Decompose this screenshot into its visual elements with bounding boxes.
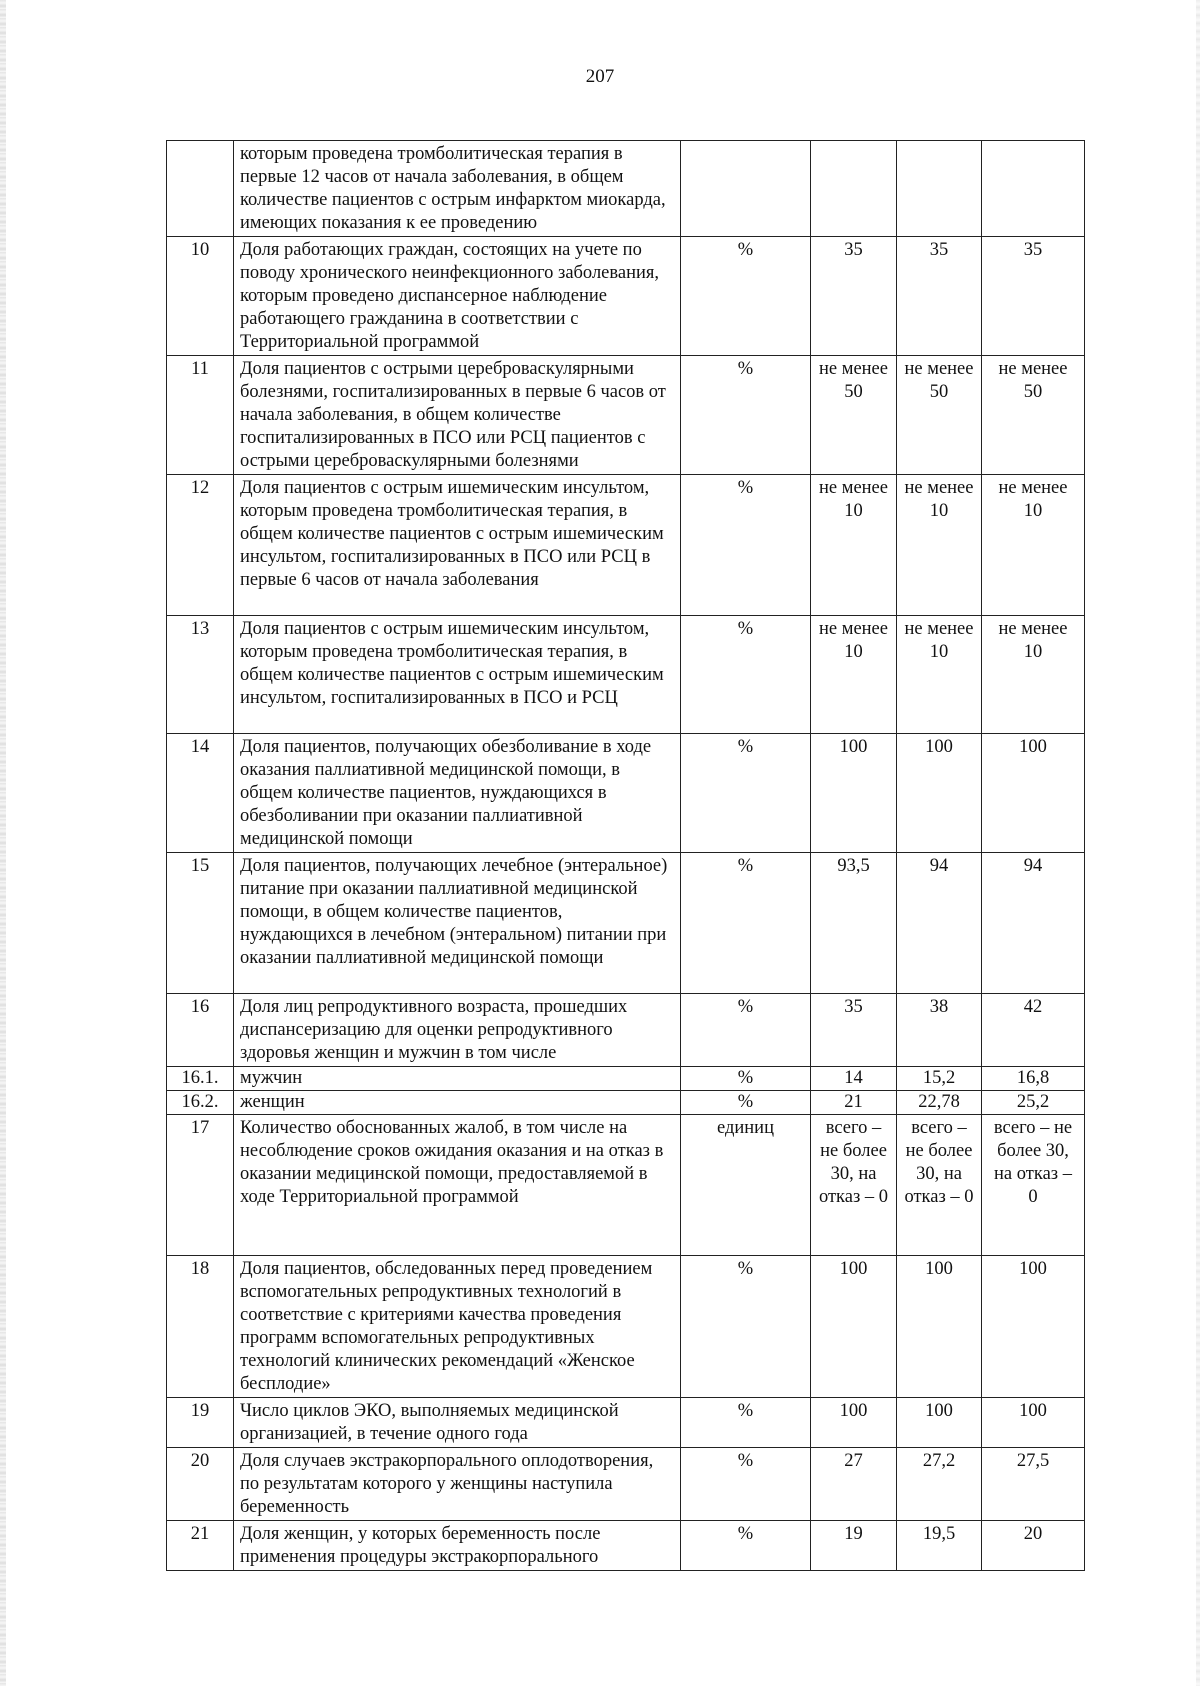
row-number: 16.1. <box>167 1067 234 1091</box>
unit-cell: % <box>681 1256 811 1398</box>
table-row <box>167 1115 1085 1256</box>
value-year-3: 27,5 <box>982 1448 1085 1521</box>
value-year-1: 100 <box>811 734 897 853</box>
row-number: 15 <box>167 853 234 994</box>
table-row <box>167 141 1085 237</box>
table-body <box>167 141 1085 1571</box>
table-row <box>167 1256 1085 1398</box>
value-year-1: 21 <box>811 1091 897 1115</box>
row-number: 11 <box>167 356 234 475</box>
indicator-name: Доля пациентов, обследованных перед проведением вспомогательных репродуктивных технологий в соответствие с критериями качества проведения программ вспомогательных репродуктивных технологий клинических рекомендаций «Женское бесплодие» <box>234 1256 681 1398</box>
value-year-2: 19,5 <box>897 1521 982 1571</box>
value-year-1: 35 <box>811 237 897 356</box>
value-year-2: 27,2 <box>897 1448 982 1521</box>
value-year-1: 35 <box>811 994 897 1067</box>
table-row <box>167 853 1085 994</box>
row-number: 16 <box>167 994 234 1067</box>
row-number: 12 <box>167 475 234 616</box>
value-year-3: не менее 10 <box>982 475 1085 616</box>
row-number: 21 <box>167 1521 234 1571</box>
unit-cell: % <box>681 356 811 475</box>
table-row <box>167 994 1085 1067</box>
unit-cell: % <box>681 237 811 356</box>
value-year-3: 100 <box>982 734 1085 853</box>
value-year-1: 100 <box>811 1398 897 1448</box>
indicator-name: которым проведена тромболитическая терапия в первые 12 часов от начала заболевания, в общем количестве пациентов с острым инфарктом миокарда, имеющих показания к ее проведению <box>234 141 681 237</box>
row-number: 16.2. <box>167 1091 234 1115</box>
value-year-1: не менее 10 <box>811 616 897 734</box>
value-year-3 <box>982 141 1085 237</box>
value-year-1: 93,5 <box>811 853 897 994</box>
value-year-3: 100 <box>982 1256 1085 1398</box>
row-number: 13 <box>167 616 234 734</box>
unit-cell: % <box>681 616 811 734</box>
value-year-3: всего – не более 30, на отказ – 0 <box>982 1115 1085 1256</box>
table-row <box>167 1398 1085 1448</box>
indicator-name: Доля работающих граждан, состоящих на учете по поводу хронического неинфекционного заболевания, которым проведено диспансерное наблюдение работающего гражданина в соответствии с Территориальной программой <box>234 237 681 356</box>
table-row <box>167 1521 1085 1571</box>
unit-cell: % <box>681 734 811 853</box>
unit-cell: % <box>681 475 811 616</box>
indicator-name: Доля пациентов, получающих лечебное (энтеральное) питание при оказании паллиативной медицинской помощи, в общем количестве пациентов, нуждающихся в лечебном (энтеральном) питании при оказании паллиативной медицинской помощи <box>234 853 681 994</box>
value-year-1: 14 <box>811 1067 897 1091</box>
value-year-2: 100 <box>897 1256 982 1398</box>
value-year-2: всего – не более 30, на отказ – 0 <box>897 1115 982 1256</box>
value-year-2 <box>897 141 982 237</box>
indicator-table-wrapper <box>166 140 1084 1571</box>
value-year-2: 22,78 <box>897 1091 982 1115</box>
table-row <box>167 616 1085 734</box>
table-row <box>167 1067 1085 1091</box>
value-year-2: 94 <box>897 853 982 994</box>
value-year-2: 100 <box>897 1398 982 1448</box>
value-year-1: 19 <box>811 1521 897 1571</box>
unit-cell: % <box>681 853 811 994</box>
table-row <box>167 1091 1085 1115</box>
scan-edge-left <box>0 0 6 1686</box>
value-year-1: всего – не более 30, на отказ – 0 <box>811 1115 897 1256</box>
indicator-name: Доля женщин, у которых беременность после применения процедуры экстракорпорального <box>234 1521 681 1571</box>
table-row <box>167 734 1085 853</box>
unit-cell: % <box>681 1398 811 1448</box>
row-number: 18 <box>167 1256 234 1398</box>
value-year-1: не менее 10 <box>811 475 897 616</box>
value-year-1 <box>811 141 897 237</box>
row-number <box>167 141 234 237</box>
table-row <box>167 1448 1085 1521</box>
indicator-name: Доля пациентов, получающих обезболивание в ходе оказания паллиативной медицинской помощи, в общем количестве пациентов, нуждающихся в обезболивании при оказании паллиативной медицинской помощи <box>234 734 681 853</box>
unit-cell: % <box>681 1521 811 1571</box>
value-year-2: 100 <box>897 734 982 853</box>
value-year-3: не менее 10 <box>982 616 1085 734</box>
value-year-2: не менее 10 <box>897 616 982 734</box>
indicator-name: Доля пациентов с острыми цереброваскулярными болезнями, госпитализированных в первые 6 часов от начала заболевания, в общем количестве госпитализированных в ПСО или РСЦ пациентов с острыми цереброваскулярными болезнями <box>234 356 681 475</box>
value-year-3: 20 <box>982 1521 1085 1571</box>
row-number: 19 <box>167 1398 234 1448</box>
row-number: 10 <box>167 237 234 356</box>
indicator-name: женщин <box>234 1091 681 1115</box>
value-year-3: 35 <box>982 237 1085 356</box>
value-year-2: не менее 10 <box>897 475 982 616</box>
value-year-2: 38 <box>897 994 982 1067</box>
indicator-name: Доля пациентов с острым ишемическим инсультом, которым проведена тромболитическая терапия, в общем количестве пациентов с острым ишемическим инсультом, госпитализированных в ПСО и РСЦ <box>234 616 681 734</box>
value-year-3: 25,2 <box>982 1091 1085 1115</box>
page-number: 207 <box>585 66 615 87</box>
indicator-name: Доля лиц репродуктивного возраста, прошедших диспансеризацию для оценки репродуктивного здоровья женщин и мужчин в том числе <box>234 994 681 1067</box>
value-year-2: не менее 50 <box>897 356 982 475</box>
unit-cell: % <box>681 1091 811 1115</box>
value-year-1: не менее 50 <box>811 356 897 475</box>
table-row <box>167 475 1085 616</box>
value-year-1: 100 <box>811 1256 897 1398</box>
indicator-table <box>166 140 1085 1571</box>
indicator-name: Доля случаев экстракорпорального оплодотворения, по результатам которого у женщины наступила беременность <box>234 1448 681 1521</box>
value-year-3: 16,8 <box>982 1067 1085 1091</box>
indicator-name: Доля пациентов с острым ишемическим инсультом, которым проведена тромболитическая терапия, в общем количестве пациентов с острым ишемическим инсультом, госпитализированных в ПСО или РСЦ в первые 6 часов от начала заболевания <box>234 475 681 616</box>
value-year-3: 100 <box>982 1398 1085 1448</box>
value-year-3: 42 <box>982 994 1085 1067</box>
value-year-3: не менее 50 <box>982 356 1085 475</box>
row-number: 17 <box>167 1115 234 1256</box>
scan-edge-right <box>1196 0 1200 1686</box>
unit-cell: % <box>681 1067 811 1091</box>
table-row <box>167 356 1085 475</box>
unit-cell <box>681 141 811 237</box>
row-number: 14 <box>167 734 234 853</box>
indicator-name: Количество обоснованных жалоб, в том числе на несоблюдение сроков ожидания оказания и на отказ в оказании медицинской помощи, предоставляемой в ходе Территориальной программой <box>234 1115 681 1256</box>
value-year-1: 27 <box>811 1448 897 1521</box>
row-number: 20 <box>167 1448 234 1521</box>
indicator-name: мужчин <box>234 1067 681 1091</box>
value-year-3: 94 <box>982 853 1085 994</box>
table-row <box>167 237 1085 356</box>
unit-cell: % <box>681 1448 811 1521</box>
unit-cell: единиц <box>681 1115 811 1256</box>
value-year-2: 15,2 <box>897 1067 982 1091</box>
unit-cell: % <box>681 994 811 1067</box>
value-year-2: 35 <box>897 237 982 356</box>
indicator-name: Число циклов ЭКО, выполняемых медицинской организацией, в течение одного года <box>234 1398 681 1448</box>
